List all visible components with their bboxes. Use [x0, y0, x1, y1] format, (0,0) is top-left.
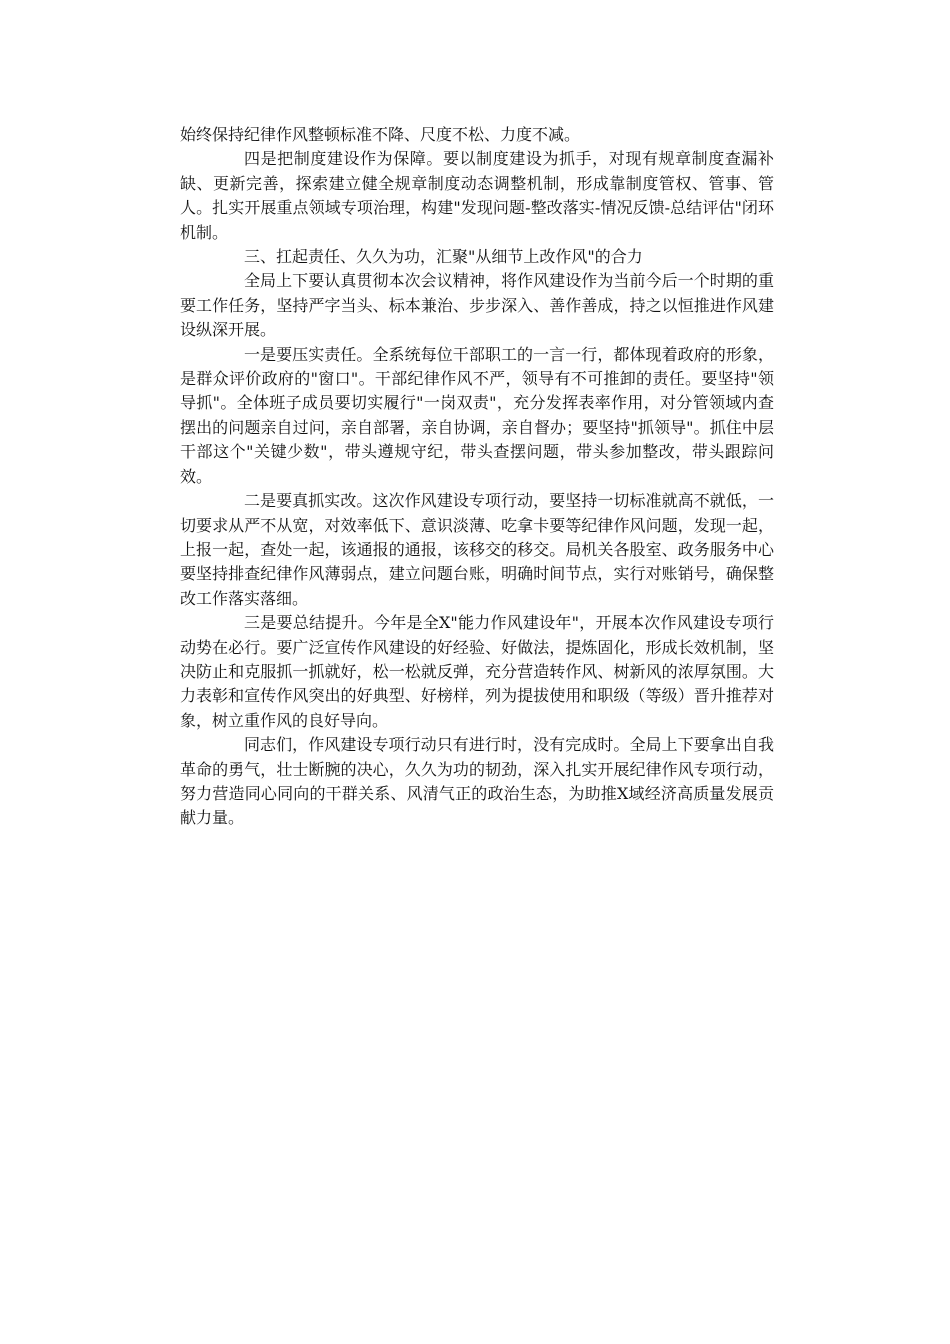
paragraph-continuation: 始终保持纪律作风整顿标准不降、尺度不松、力度不减。 [180, 125, 581, 144]
paragraph-responsibility: 一是要压实责任。全系统每位干部职工的一言一行，都体现着政府的形象，是群众评价政府的"窗口"。干部纪律作风不严，领导有不可推卸的责任。要坚持"领导抓"。全体班子成员要切实履行"一岗双责"，充分发挥表率作用，对分管领域内查摆出的问题亲自过问，亲自部署，亲自协调，亲自督办；要坚持"抓领导"。抓住中层干部这个"关键少数"，带头遵规守纪，带头查摆问题，带头参加整改，带头跟踪问效。 [180, 344, 774, 486]
paragraph-closing: 同志们，作风建设专项行动只有进行时，没有完成时。全局上下要拿出自我革命的勇气，壮士断腕的决心，久久为功的韧劲，深入扎实开展纪律作风专项行动，努力营造同心同向的干群关系、风清气正的政治生态，为助推X域经济高质量发展贡献力量。 [180, 735, 774, 828]
section-heading-responsibility: 三、扛起责任、久久为功，汇聚"从细节上改作风"的合力 [244, 247, 643, 267]
paragraph-rectification: 二是要真抓实改。这次作风建设专项行动，要坚持一切标准就高不就低，一切要求从严不从宽，对效率低下、意识淡薄、吃拿卡要等纪律作风问题，发现一起，上报一起，查处一起，该通报的通报，该移交的移交。局机关各股室、政务服务中心要坚持排查纪律作风薄弱点，建立问题台账，明确时间节点，实行对账销号，确保整改工作落实落细。 [180, 491, 774, 608]
document-body [180, 123, 774, 831]
paragraph-overall-requirement: 全局上下要认真贯彻本次会议精神，将作风建设作为当前今后一个时期的重要工作任务，坚持严字当头、标本兼治、步步深入、善作善成，持之以恒推进作风建设纵深开展。 [180, 271, 774, 340]
paragraph-system-building: 四是把制度建设作为保障。要以制度建设为抓手，对现有规章制度查漏补缺、更新完善，探索建立健全规章制度动态调整机制，形成靠制度管权、管事、管人。扎实开展重点领域专项治理，构建"发现问题-整改落实-情况反馈-总结评估"闭环机制。 [180, 149, 774, 242]
paragraph-summary-improvement: 三是要总结提升。今年是全X"能力作风建设年"，开展本次作风建设专项行动势在必行。要广泛宣传作风建设的好经验、好做法，提炼固化，形成长效机制，坚决防止和克服抓一抓就好，松一松就反弹，充分营造转作风、树新风的浓厚氛围。大力表彰和宣传作风突出的好典型、好榜样，列为提拔使用和职级（等级）晋升推荐对象，树立重作风的良好导向。 [180, 613, 774, 730]
